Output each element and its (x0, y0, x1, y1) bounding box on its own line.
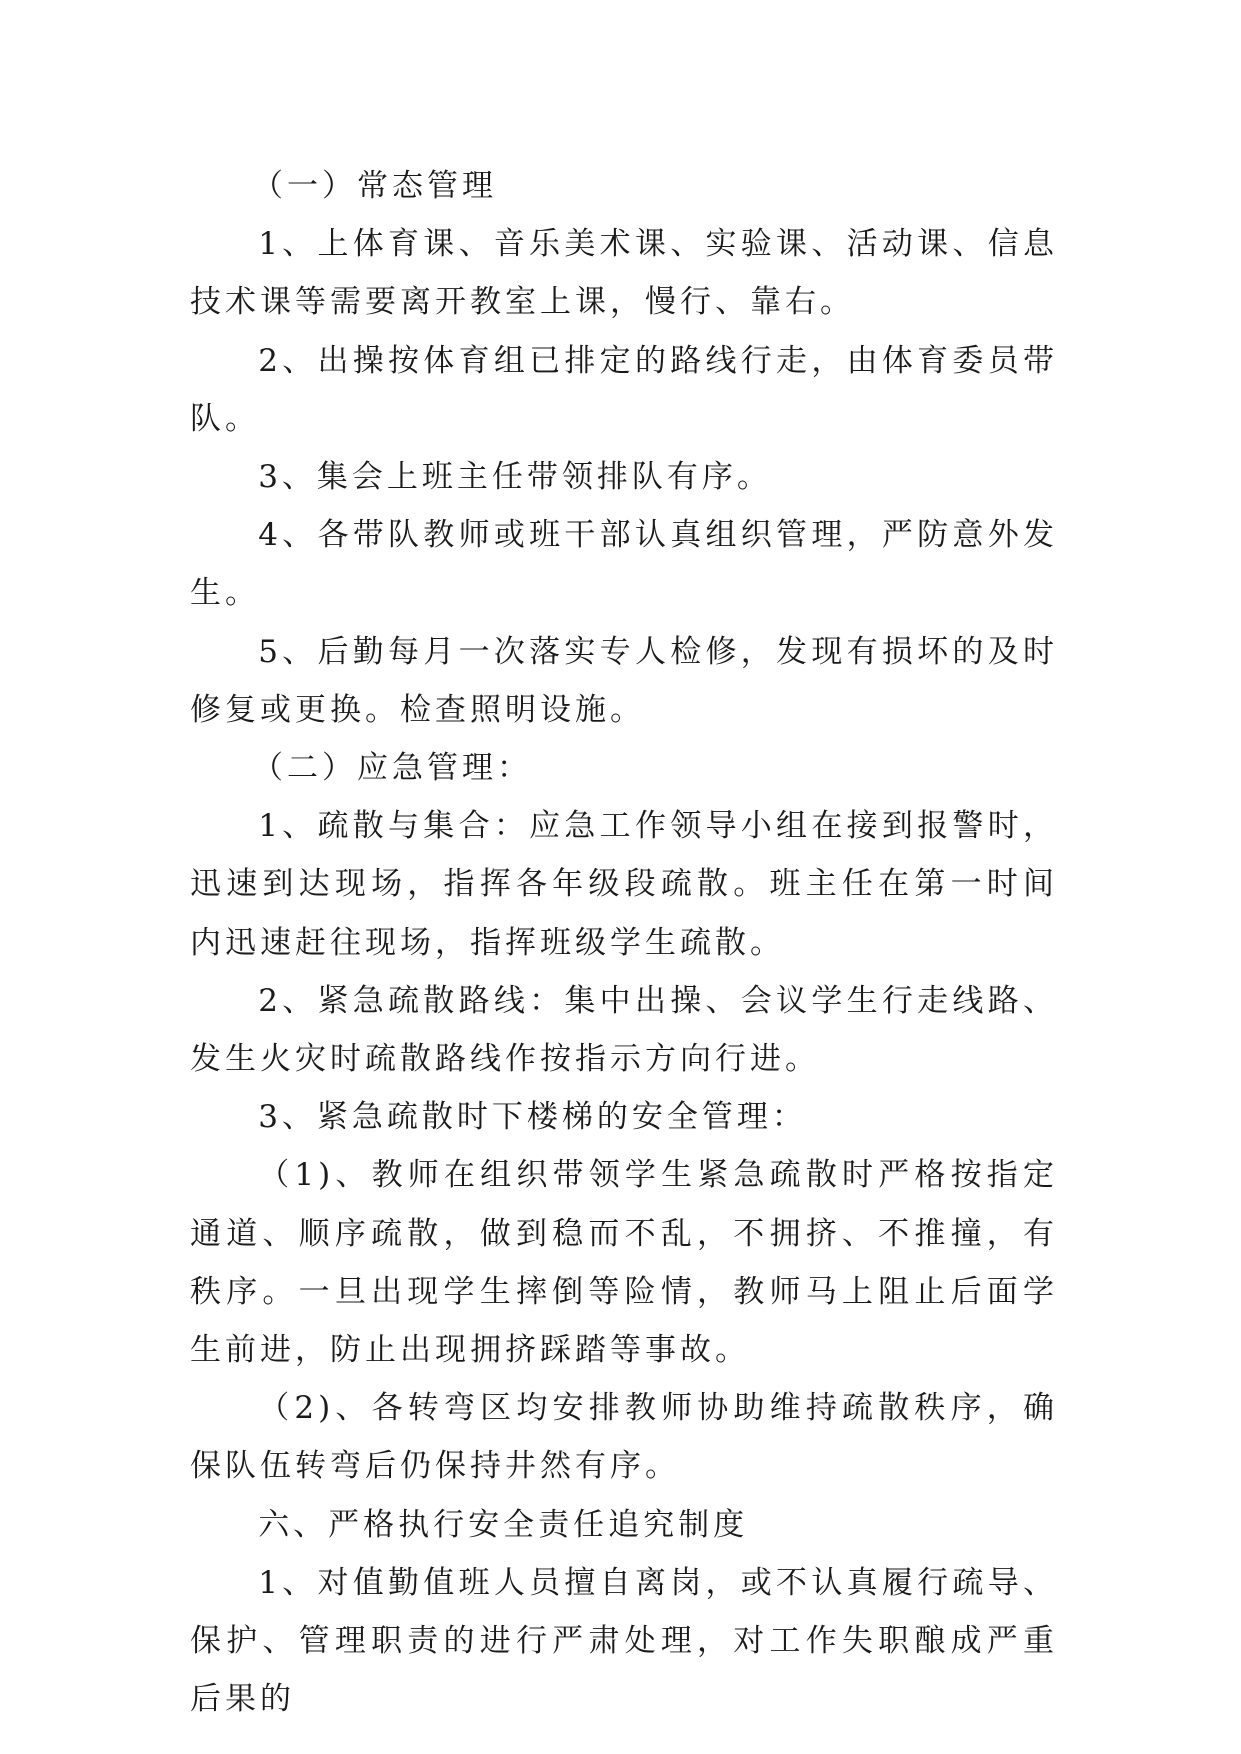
paragraph: 5、后勤每月一次落实专人检修，发现有损坏的及时修复或更换。检查照明设施。 (190, 633, 1058, 728)
paragraph: 4、各带队教师或班干部认真组织管理，严防意外发生。 (190, 517, 1058, 612)
paragraph: （2)、各转弯区均安排教师协助维持疏散秩序，确保队伍转弯后仍保持井然有序。 (190, 1390, 1058, 1485)
document-body (190, 157, 1058, 1728)
section-heading-emergency: （二）应急管理： (252, 750, 532, 787)
paragraph: 1、疏散与集合：应急工作领导小组在接到报警时，迅速到达现场，指挥各年级段疏散。班主任在第一时间内迅速赶往现场，指挥班级学生疏散。 (190, 808, 1058, 961)
paragraph: 3、集会上班主任带领排队有序。 (258, 459, 772, 496)
paragraph: （1)、教师在组织带领学生紧急疏散时严格按指定通道、顺序疏散，做到稳而不乱，不拥挤、不推撞，有秩序。一旦出现学生摔倒等险情，教师马上阻止后面学生前进，防止出现拥挤踩踏等事故。 (190, 1157, 1058, 1369)
paragraph: 2、紧急疏散路线：集中出操、会议学生行走线路、发生火灾时疏散路线作按指示方向行进。 (190, 982, 1058, 1078)
paragraph: 3、紧急疏散时下楼梯的安全管理： (258, 1099, 807, 1136)
paragraph: 1、对值勤值班人员擅自离岗，或不认真履行疏导、保护、管理职责的进行严肃处理，对工作失职酿成严重后果的 (190, 1564, 1058, 1718)
section-heading-routine: （一）常态管理 (252, 168, 497, 204)
paragraph: 1、上体育课、音乐美术课、实验课、活动课、信息技术课等需要离开教室上课，慢行、靠右。 (190, 226, 1058, 321)
section-heading-accountability: 六、严格执行安全责任追究制度 (258, 1506, 749, 1543)
paragraph: 2、出操按体育组已排定的路线行走，由体育委员带队。 (190, 342, 1058, 437)
